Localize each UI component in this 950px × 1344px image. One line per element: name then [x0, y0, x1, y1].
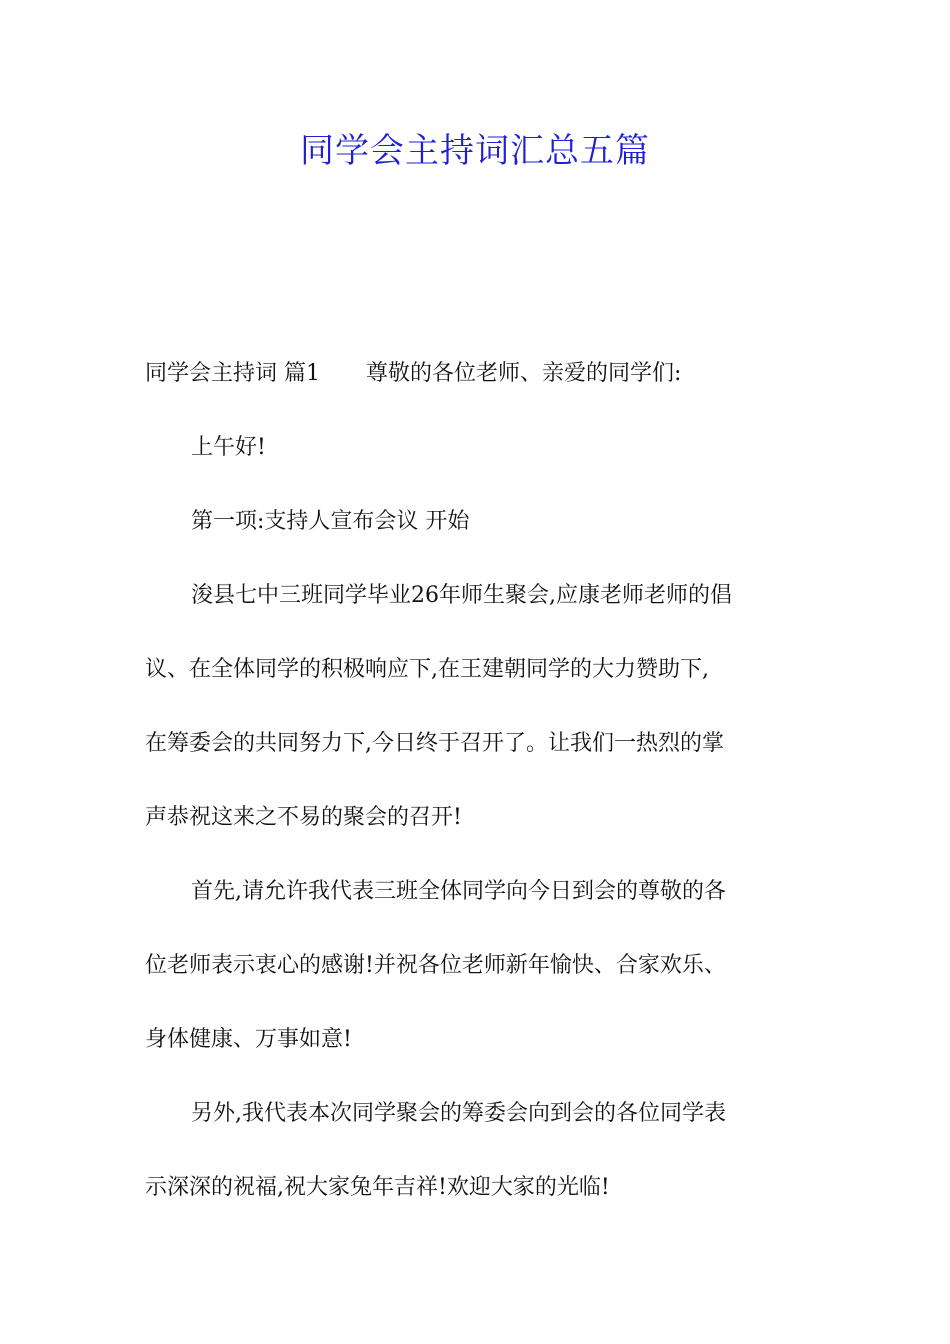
paragraph-line: 上午好!: [191, 435, 266, 460]
paragraph-line: 在筹委会的共同努力下,今日终于召开了。让我们一热烈的掌: [145, 731, 724, 756]
paragraph-line: 声恭祝这来之不易的聚会的召开!: [145, 805, 462, 830]
paragraph-line: 示深深的祝福,祝大家兔年吉祥!欢迎大家的光临!: [145, 1175, 610, 1200]
section-heading: 同学会主持词 篇1: [145, 361, 320, 386]
paragraph-line: 另外,我代表本次同学聚会的筹委会向到会的各位同学表: [191, 1101, 726, 1126]
salutation: 尊敬的各位老师、亲爱的同学们:: [366, 361, 682, 386]
document-title: 同学会主持词汇总五篇: [300, 131, 650, 171]
paragraph-line: 浚县七中三班同学毕业26年师生聚会,应康老师老师的倡: [191, 583, 732, 608]
paragraph-line: 首先,请允许我代表三班全体同学向今日到会的尊敬的各: [191, 879, 726, 904]
paragraph-line: 位老师表示衷心的感谢!并祝各位老师新年愉快、合家欢乐、: [145, 953, 726, 978]
first-paragraph-line: [145, 337, 810, 411]
paragraph-line: 第一项:支持人宣布会议 开始: [191, 509, 470, 534]
paragraph-line: 身体健康、万事如意!: [145, 1027, 352, 1052]
document-body: [145, 337, 810, 1225]
paragraph-line: 议、在全体同学的积极响应下,在王建朝同学的大力赞助下,: [145, 657, 709, 682]
